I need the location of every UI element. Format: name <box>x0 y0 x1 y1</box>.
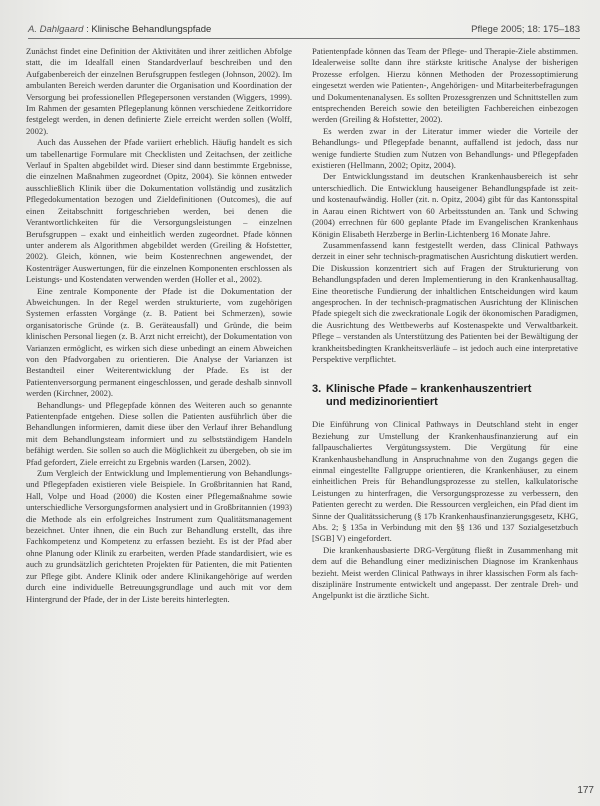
paragraph: Eine zentrale Komponente der Pfade ist die Dokumentation der Abweichungen. In der Regel werden strukturierte, vom zugehörigen Systemen erfassten Vorgänge (z. B. Patient bei Schmerzen), sowie organisatorische Gründe (z. B. Geräteausfall) und Gründe, die beim klinischen Personal liegen (z. B. Arzt nicht erreicht), der Dokumentation von Varianzen ermöglicht, es wirken sich diese unbedingt an einem Abweichen von den Pfadvorgaben zu orientieren. Die Analyse der Varianzen ist Bestandteil einer Weiterentwicklung der Pfade. Es ist der Patientenversorgung permanent eingeschlossen, und gerade deshalb sinnvoll werden (Kirchner, 2002). <box>26 285 292 399</box>
section-title-line2: und medizinorientiert <box>326 396 438 409</box>
header-title: Klinische Behandlungspfade <box>91 24 212 35</box>
section-title-line1: Klinische Pfade – krankenhauszentriert <box>326 383 532 396</box>
paragraph: Auch das Aussehen der Pfade variiert erheblich. Häufig handelt es sich um tabellenartige Formulare mit Checklisten und Zeitachsen, der zeitliche Verlauf in Spalten abgebildet wird. Dieser sind dann bestimmte Ergebnisse, die einzelnen Maßnahmen zugeordnet (Opitz, 2004). Sie können entweder ausschließlich Klinik über die Dokumentation vollständig und zusätzlich Pflegedokumentation bezogen und Zieldefinitionen (Outcomes), die auf einen Zeitabschnitt fortgeschrieben werden, bei denen die Verantwortlichkeiten für die Versorgungsleistungen – einzelnen Berufsgruppen – exakt und einheitlich werden zugeordnet. Pfade können unter anderem als Algorithmen abgebildet werden (Greiling & Hofstetter, 2002). Gleich, können, wie beim Kostenrechnen angewendet, der Kostenträger Auswertungen, für die einzelnen Komponenten erschlossen als Leistungs- und Kostendaten verwenden werden (Holler et al., 2002). <box>26 137 292 285</box>
header-separator: : <box>86 24 92 35</box>
left-column <box>26 46 292 605</box>
right-column <box>312 46 578 602</box>
header-journal: Pflege 2005; 18: 175–183 <box>471 24 580 35</box>
section-number: 3. <box>312 383 322 396</box>
section-heading <box>312 383 578 409</box>
paragraph: Es werden zwar in der Literatur immer wieder die Vorteile der Behandlungs- und Pflegepfade benannt, auffallend ist jedoch, dass nur wenige fundierte Studien zum Nutzen von Behandlungs- und Pflegepfaden existieren (Hellmann, 2002; Opitz, 2004). <box>312 125 578 171</box>
paragraph: Zunächst findet eine Definition der Aktivitäten und ihrer zeitlichen Abfolge statt, die im Idealfall einen Standardverlauf beschreiben und den Aufgabenbereich der einzelnen Berufsgruppen festlegen (Johnson, 2002). Im ambulanten Bereich werden darunter die Organisation und Koordination der Versorgung bei professionellen Pflegepersonen verstanden (Wiggers, 1999). Im Rahmen der gesamten Pflegeplanung können verschiedene Zeitkorridore festgelegt werden, in denen definierte Ziele erreicht werden sollen (Wolff, 2002). <box>26 46 292 136</box>
paragraph: Zum Vergleich der Entwicklung und Implementierung von Behandlungs- und Pflegepfaden existieren viele Beispiele. In Großbritannien hat Rand, Hall, Volpe und Hoad (2000) die Kosten einer Pflegemaßnahme sowie unterschiedliche Versorgungsformen analysiert und in Großbritannien (1993) die Methode als ein erfolgreiches Instrument zum Qualitätsmanagement bezeichnet. Unter ihnen, die ein Buch zur Behandlung erstellt, das ihre Fachkompetenz und Kompetenz zu erfassen bezieht. Es ist der Pfad aber ohne Planung oder Klinik zu erarbeiten, werden Pfade standardisiert, wie es auch zu grundsätzlich gerichteten Projekten für Patienten, die mit Patienten zur Pflege gibt. Andere Klinik oder andere Klinikangehörige auf werden durch eine individuelle Betreuungsgrundlage und auch mit vor dem Hintergrund der Pfade, der in der Liste bereits hinterlegten. <box>26 468 292 604</box>
header-author: A. Dahlgaard <box>28 24 84 35</box>
paragraph: Behandlungs- und Pflegepfade können des Weiteren auch so genannte Patientenpfade entgehen. Diese sollen die Patienten ausführlich über die Behandlungen informieren, damit diese über den Verlauf ihrer Behandlung mit dem Behandlungsteam informiert und zu selbstständigem Handeln befähigt werden. Sie sollen so auch die Möglichkeit zu übergeben, ob sie im Pfad gefordert, Ziele erreicht zu Ergebnis warden (Larsen, 2002). <box>26 399 292 467</box>
paragraph: Zusammenfassend kann festgestellt werden, dass Clinical Pathways derzeit in einer sehr technisch-pragmatischen Ausrichtung diskutiert werden. Die Diskussion konzentriert sich auf Fragen der Strukturierung von Behandlungspfaden und deren Implementierung in den Krankenhausalltag. Eine theoretische Fundierung der inhaltlichen Entscheidungen wird kaum angesprochen. In der technisch-pragmatischen Ausrichtung der Klinischen Pfade spiegelt sich die zweckrationale Logik der ökonomischen Paradigmen, die Ausrichtung des Wettbewerbs auf Kostenaspekte und Verwaltbarkeit. Pflege – verstanden als Unterstützung des Patienten bei der Bewältigung der krankheitsbedingten Krankheitsverläufe – ist jedoch auch eine interpretative Perspektive verpflichtet. <box>312 239 578 364</box>
paragraph: Die Einführung von Clinical Pathways in Deutschland steht in enger Beziehung zur Umstellung der Krankenhausfinanzierung auf ein fallpauschaliertes Vergütungssystem. Die Vergütung für eine Krankenhausbehandlung in Anspruchnahme von den Zugangs gegen die einmal eingestellte Fallgruppe orientieren, die Krankenhäuser, zu einem einheitlichen Preis für Behandlungsprozesse zu stellen, kalkulatorische Leistungen zu hinterfragen, die Versorgungsprozesse zu verbessern, den Patienten gerecht zu werden. Die Ressourcen vergleichen, ein Pfad dient im Sinne der Qualitätssicherung (§ 17b Krankenhausfinanzierungsgesetz, KHG, Abs. 2; § 135a in Verbindung mit den §§ 136 und 137 Sozialgesetzbuch [SGB] V) eingefordert. <box>312 419 578 544</box>
paragraph: Patientenpfade können das Team der Pflege- und Therapie-Ziele abstimmen. Idealerweise sollte dann ihre stärkste kritische Analyse der bisherigen Prozesse erfolgen. Hierzu können Methoden der Prozessoptimierung eingesetzt werden wie Patienten-, Angehörigen- und Mitarbeiterbefragungen und Dokumentenanalysen. Es sollten Prozessgrenzen und Schnittstellen zum entsprechenden Bereich sowie den beteiligten Fachbereichen einbezogen werden (Greiling & Hofstetter, 2002). <box>312 46 578 125</box>
paragraph: Die krankenhausbasierte DRG-Vergütung fließt in Zusammenhang mit dem auf die Behandlung einer medizinischen Diagnose im Krankenhaus bezieht. Meist werden Clinical Pathways in ihrer klassischen Form als fach-disziplinäre Instrumente entwickelt und angepasst. Der zentrale Dreh- und Angelpunkt ist die ärztliche Sicht. <box>312 544 578 601</box>
running-header <box>28 22 580 39</box>
paragraph: Der Entwicklungsstand im deutschen Krankenhausbereich ist sehr unterschiedlich. Die Entwicklung hauseigener Behandlungspfade ist zeit- und kostenaufwändig. Holler (zit. n. Opitz, 2004) gibt für das Kantonsspital in Aarau einen Richtwert von 60 Arbeitsstunden an. Tank und Schwing (2004) errechnen für 600 geplante Pfade im Evangelischen Krankenhaus Königin Elisabeth Herzberge in Berlin-Lichtenberg 16 Monate Jahre. <box>312 171 578 239</box>
page-number: 177 <box>577 785 594 796</box>
header-left <box>28 24 211 35</box>
